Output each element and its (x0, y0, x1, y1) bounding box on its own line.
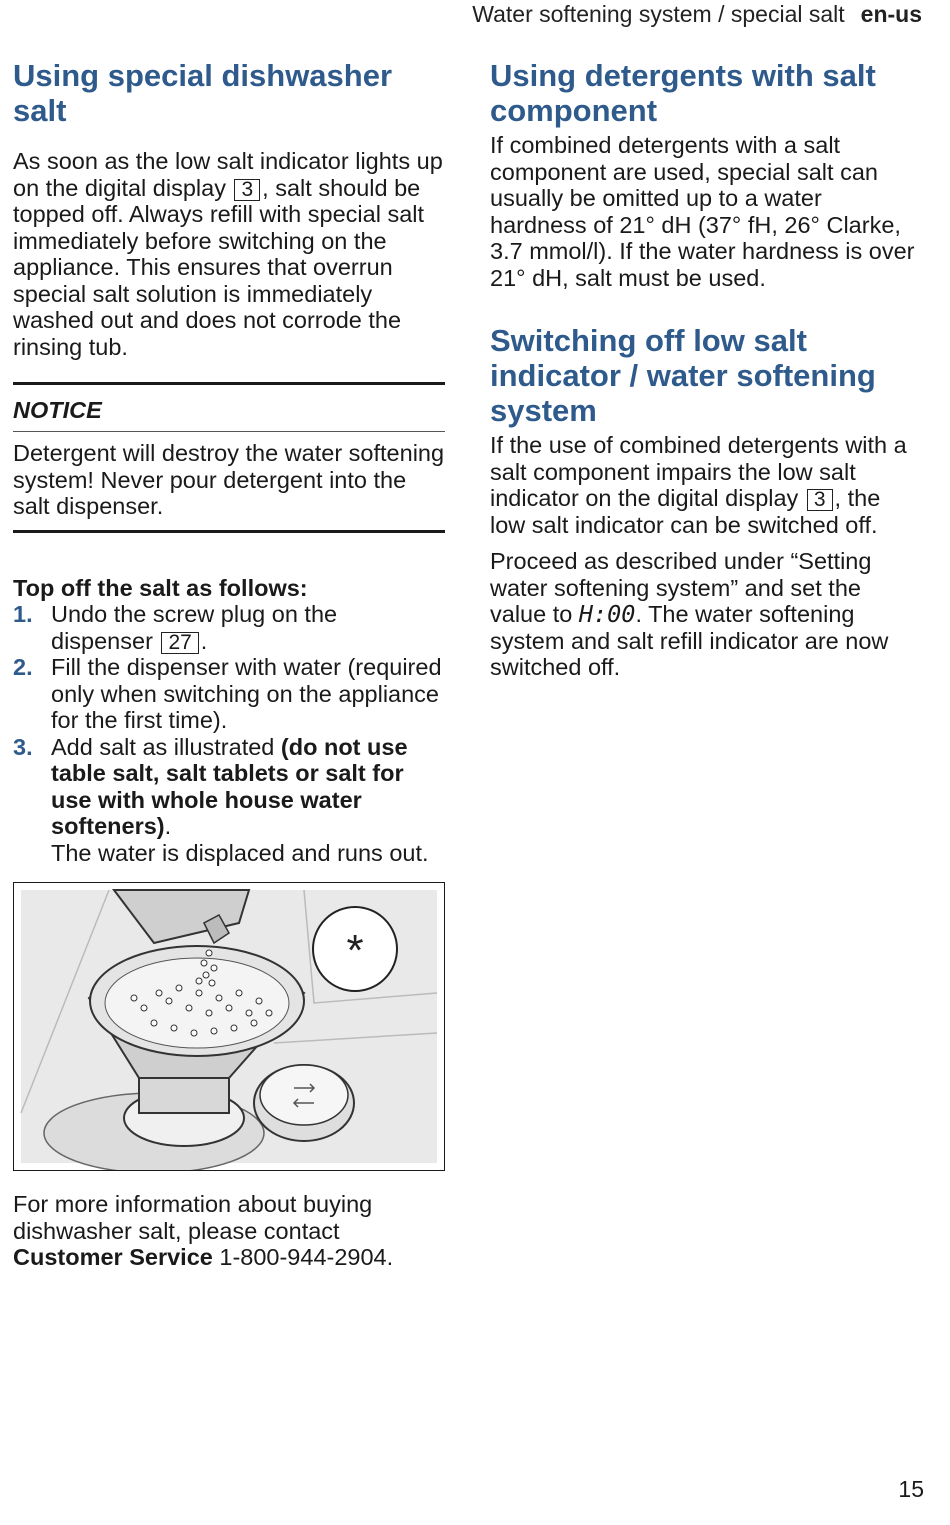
switch-off-text-a: If the use of combined detergents with a salt component impairs the low salt indicator on the digital display (490, 432, 907, 511)
detergent-paragraph: If combined detergents with a salt component are used, special salt can usually be omitted up to a water hardness of 21° dH (37° fH, 26° Clarke, 3.7 mmol/l). If the water hardness is over 21° dH, salt must be used. (490, 132, 915, 291)
step-1-text: Undo the screw plug on the dispenser (51, 601, 338, 654)
lcd-value: H:00 (578, 600, 636, 628)
step-item (13, 601, 445, 654)
customer-service-phone: 1-800-944-2904. (219, 1244, 394, 1270)
right-column (490, 58, 922, 681)
step-3-text: Add salt as illustrated (51, 733, 275, 760)
step-number: 2. (13, 654, 33, 680)
step-item (13, 734, 445, 867)
header-title: Water softening system / special salt (472, 1, 845, 27)
intro-text-b: , salt should be topped off. Always refill with special salt immediately before switching on the appliance. This ensures that overrun special salt solution is immediately washed out and does not corrode the rinsing tub. (13, 174, 425, 360)
proceed-text-a: Proceed as described under “Setting water softening system” and set the value to (490, 548, 872, 627)
page-header (472, 0, 922, 28)
step-1-after: . (200, 627, 208, 654)
footer-text: For more information about buying dishwasher salt, please contact (13, 1191, 373, 1244)
step-3-result: The water is displaced and runs out. (51, 839, 429, 866)
customer-service-label: Customer Service (13, 1244, 213, 1270)
salt-refill-illustration (13, 882, 445, 1171)
step-text (51, 734, 445, 867)
header-language: en-us (860, 1, 922, 27)
heading-switch-off-indicator: Switching off low salt indicator / water softening system (490, 323, 876, 428)
customer-service-note (13, 1191, 445, 1271)
display-ref-box: 3 (234, 179, 260, 201)
display-ref-box: 3 (807, 489, 833, 511)
left-column (13, 58, 445, 1271)
step-item (13, 654, 445, 734)
switch-off-paragraph (490, 432, 922, 538)
proceed-paragraph (490, 548, 922, 681)
step-text (51, 601, 445, 654)
notice-title: NOTICE (13, 393, 445, 432)
page-number: 15 (898, 1476, 924, 1502)
intro-text-a: As soon as the low salt indicator lights up on the digital display (13, 148, 443, 201)
step-3-warning: (do not use table salt, salt tablets or salt for use with whole house water softeners) (51, 733, 408, 839)
notice-text: Detergent will destroy the water softening system! Never pour detergent into the salt dispenser. (13, 440, 445, 519)
heading-detergents-salt: Using detergents with salt component (490, 58, 876, 128)
heading-special-salt: Using special dishwasher salt (13, 58, 393, 128)
proceed-text-b: . The water softening system and salt refill indicator are now switched off. (490, 601, 889, 680)
salt-funnel-drawing (14, 883, 444, 1170)
figure-mark-text: * (346, 926, 364, 975)
intro-paragraph (13, 148, 445, 360)
notice-box (13, 382, 445, 533)
step-number: 1. (13, 601, 33, 627)
step-3-after: . (164, 813, 172, 839)
steps-list (13, 601, 445, 866)
step-number: 3. (13, 733, 33, 760)
dispenser-ref-box: 27 (161, 632, 198, 654)
step-text: Fill the dispenser with water (required only when switching on the appliance for the first time). (51, 654, 442, 733)
steps-title: Top off the salt as follows: (13, 574, 308, 601)
switch-off-text-b: , the low salt indicator can be switched off. (490, 485, 881, 538)
